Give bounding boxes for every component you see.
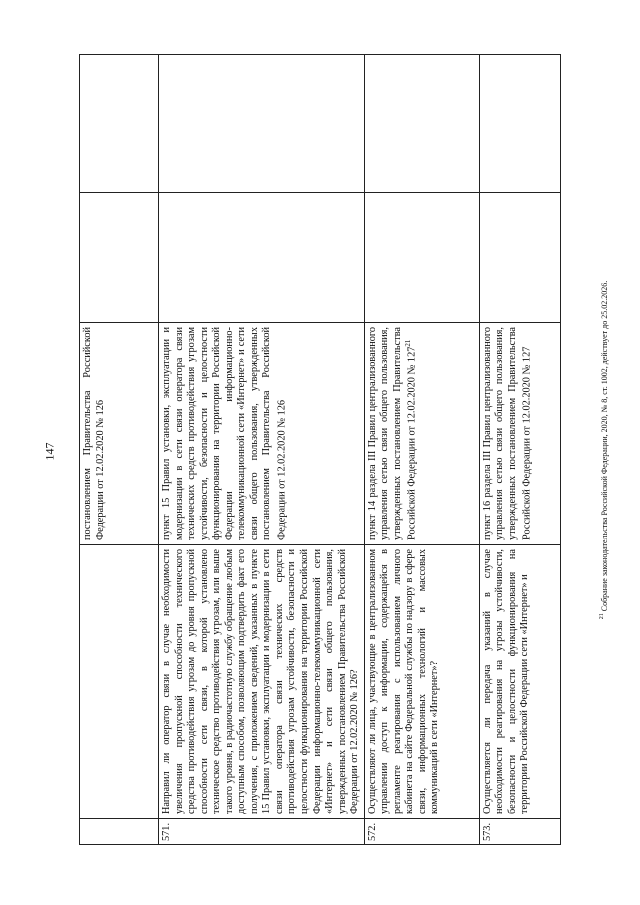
row-number-cell: 573. [479, 819, 560, 845]
checklist-table [79, 54, 561, 845]
legal-act-cell [364, 323, 479, 545]
answer-cell [364, 193, 479, 323]
rotated-table-container [79, 55, 561, 845]
table-row [479, 55, 560, 845]
question-cell: Осуществляют ли лица, участвующие в централизованном управлении доступ к информации, содержащейся в регламенте реагирования с использованием личного кабинета на сайте Федеральной службы по надзору в сфере связи, информационных технологий и массовых коммуникаций в сети «Интернет»? [364, 545, 479, 819]
page-number: 147 [42, 442, 57, 461]
legal-act-text: пункт 14 раздела III Правил централизованного управления сетью связи общего пользования, утвержденных постановлением Правительства Российской Федерации от 12.02.2020 № 127 [366, 327, 418, 540]
answer-cell [159, 193, 365, 323]
note-cell [80, 55, 159, 193]
legal-act-cell: постановлением Правительства Российской Федерации от 12.02.2020 № 126 [80, 323, 159, 545]
table-row [364, 55, 479, 845]
table-row-continuation [80, 55, 159, 845]
footnote [599, 70, 609, 830]
footnote-ref: 21 [404, 339, 413, 347]
answer-cell [479, 193, 560, 323]
question-cell: Направил ли оператор связи в случае необходимости увеличения пропускной способности технического средства противодействия угрозам до уровня пропускной способности сети связи, в которой установлено техническое средство противодействия угрозам, или выше такого уровня, в радиочастотную службу обращение любым доступным способом, позволяющим подтвердить факт его получения, с приложением сведений, указанных в пункте 15 Правил установки, эксплуатации и модернизации в сети связи оператора связи технических средств противодействия угрозам устойчивости, безопасности и целостности функционирования на территории Российской Федерации информационно-телекоммуникационной сети «Интернет» и сети связи общего пользования, утвержденных постановлением Правительства Российской Федерации от 12.02.2020 № 126? [159, 545, 365, 819]
question-cell: Осуществляется ли передача указаний в случае необходимости реагирования на угрозы устойчивости, безопасности и целостности функционирования на территории Российской Федерации сети «Интернет» и [479, 545, 560, 819]
row-number-cell [80, 819, 159, 845]
footnote-marker: 21 [599, 613, 606, 620]
note-cell [364, 55, 479, 193]
legal-act-cell [159, 323, 365, 545]
footnote-text: Собрание законодательства Российской Федерации, 2020, № 8, ст. 1002, действует до 25.02.2026. [599, 280, 609, 614]
legal-act-cell [479, 323, 560, 545]
note-cell [479, 55, 560, 193]
row-number-cell: 571. [159, 819, 365, 845]
legal-act-text: пункт 15 Правил установки, эксплуатации и модернизации в сети связи оператора связи технических средств противодействия угрозам устойчивости, безопасности и целостности функционирования на территории Российской Федерации информационно-телекоммуникационной сети «Интернет» и сети связи общего пользования, утвержденных постановлением Правительства Российской Федерации от 12.02.2020 № 126 [161, 327, 288, 540]
answer-cell [80, 193, 159, 323]
legal-act-text: пункт 16 раздела III Правил централизованного управления сетью связи общего пользования, утвержденных постановлением Правительства Российской Федерации от 12.02.2020 № 127 [481, 327, 533, 540]
note-cell [159, 55, 365, 193]
question-cell [80, 545, 159, 819]
row-number-cell: 572. [364, 819, 479, 845]
table-row [159, 55, 365, 845]
